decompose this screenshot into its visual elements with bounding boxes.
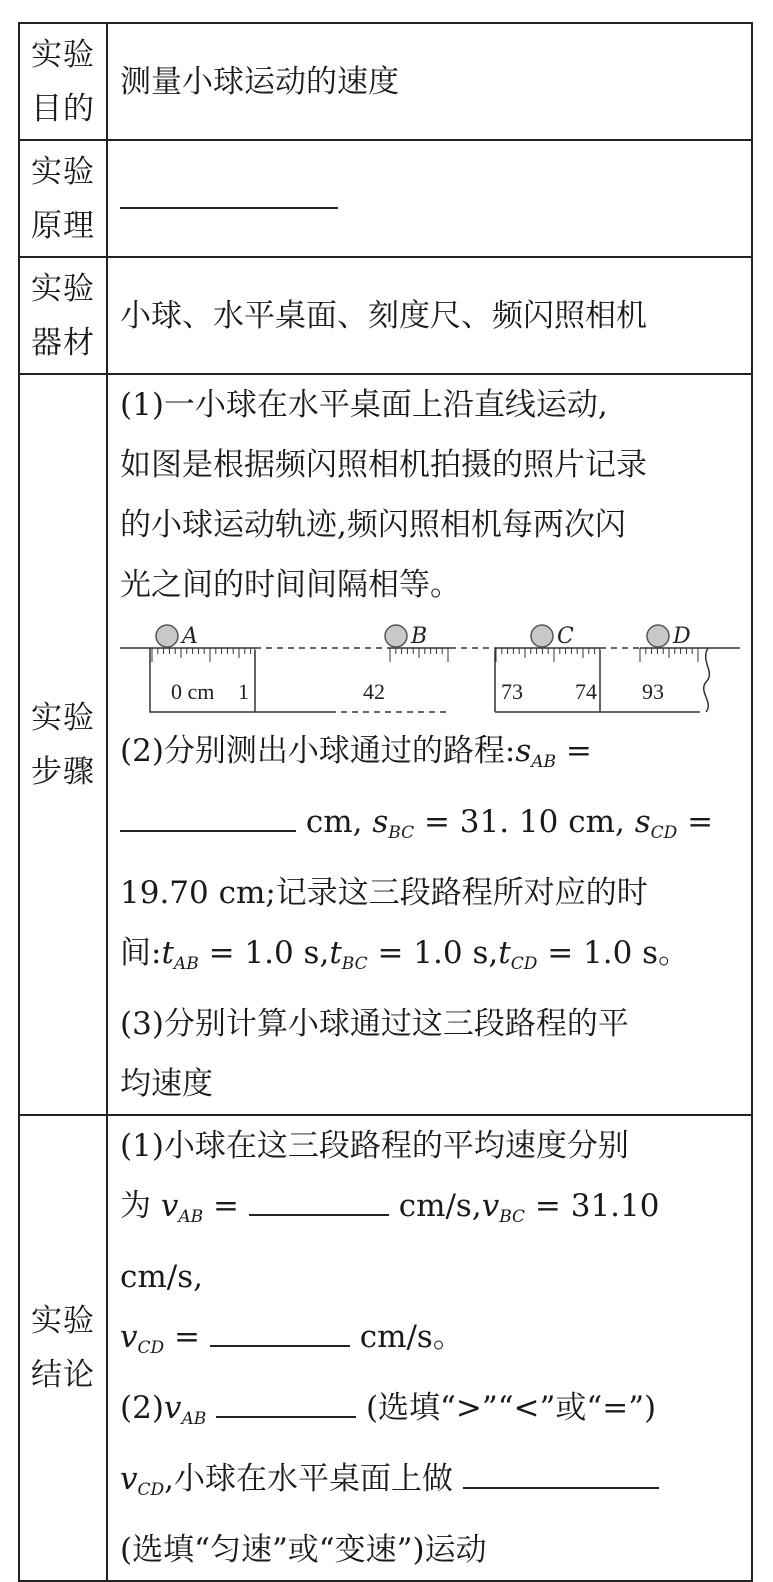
concl1-line2: 为 $v_{AB} = cm/s,v_{BC} = 31.10$ cm/s, (120, 1176, 743, 1307)
purpose-text: 测量小球运动的速度 (107, 23, 752, 140)
conclusion-label: 实验结论 (19, 1115, 107, 1581)
vab-blank[interactable] (249, 1184, 389, 1216)
concl2-line2: $v_{CD}$,小球在水平桌面上做 (120, 1449, 743, 1520)
scale-93: 93 (642, 679, 664, 704)
step3-line1: (3)分别计算小球通过这三段路程的平 (120, 1006, 629, 1042)
strobe-figure (120, 617, 743, 717)
compare-blank[interactable] (216, 1386, 356, 1418)
equipment-text: 小球、水平桌面、刻度尺、频闪照相机 (107, 257, 752, 374)
step1-line3: 的小球运动轨迹,频闪照相机每两次闪 (120, 507, 626, 543)
steps-cell (107, 374, 752, 1115)
principle-label: 实验原理 (19, 140, 107, 257)
step1-line1: (1)一小球在水平桌面上沿直线运动, (120, 387, 608, 423)
purpose-label: 实验目的 (19, 23, 107, 140)
ball-a (156, 625, 178, 647)
label-c: C (557, 624, 574, 649)
step2-line3: 19.70 cm;记录这三段路程所对应的时 (120, 875, 648, 911)
row-conclusion (19, 1115, 752, 1581)
step3-line2: 均速度 (120, 1066, 213, 1102)
scale-74: 74 (575, 679, 597, 704)
row-purpose (19, 23, 752, 140)
row-steps (19, 374, 752, 1115)
equipment-label: 实验器材 (19, 257, 107, 374)
motion-blank[interactable] (463, 1457, 659, 1489)
step1-line2: 如图是根据频闪照相机拍摄的照片记录 (120, 447, 647, 483)
label-d: D (673, 624, 691, 649)
ball-d (647, 625, 669, 647)
row-principle (19, 140, 752, 257)
concl1-line3: $v_{CD} = cm/s$。 (120, 1307, 743, 1378)
ruler-diagram (120, 617, 740, 717)
row-equipment (19, 257, 752, 374)
ball-c (531, 625, 553, 647)
principle-cell (107, 140, 752, 257)
scale-42: 42 (363, 679, 385, 704)
steps-label: 实验步骤 (19, 374, 107, 1115)
scale-0cm: 0 cm (171, 679, 215, 704)
step2-line4: 间$:t_{AB} = 1.0$ $s,t_{BC} = 1.0$ $s,t_{CD} = 1.0$ s。 (120, 935, 690, 974)
scale-73: 73 (501, 679, 523, 704)
sab-blank[interactable] (120, 800, 296, 832)
concl1-line1: (1)小球在这三段路程的平均速度分别 (120, 1128, 629, 1164)
experiment-table (18, 22, 753, 1582)
step2-line2: cm, $s_{BC} = 31$. 10 cm, $s_{CD}$ = (120, 792, 743, 863)
conclusion-cell (107, 1115, 752, 1581)
label-a: A (182, 624, 198, 649)
ruler-ticks (152, 648, 698, 662)
principle-blank[interactable] (120, 177, 338, 209)
concl2-line1: $(2)v_{AB}$ (选填“>”“<”或“=”) (120, 1378, 743, 1449)
step2-line1: (2)分别测出小球通过的路程$:s_{AB}$ = (120, 733, 592, 772)
step1-line4: 光之间的时间间隔相等。 (120, 567, 461, 603)
ball-b (385, 625, 407, 647)
vcd-blank[interactable] (210, 1315, 350, 1347)
label-b: B (411, 624, 428, 649)
scale-1: 1 (238, 679, 249, 704)
concl2-line3: (选填“匀速”或“变速”)运动 (120, 1532, 487, 1568)
